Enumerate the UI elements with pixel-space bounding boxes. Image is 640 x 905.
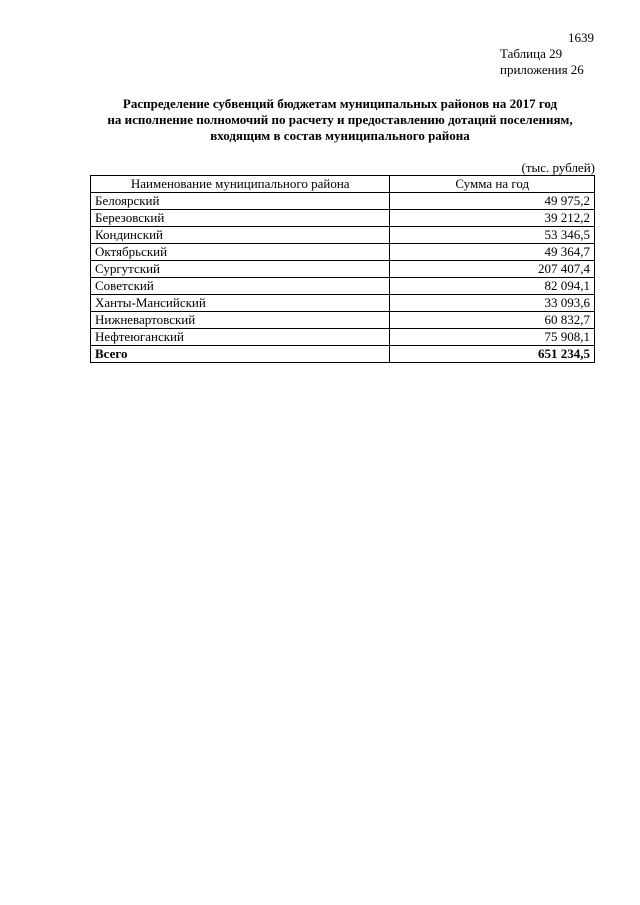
district-name: Белоярский <box>91 193 390 210</box>
table-row <box>91 278 595 295</box>
district-name: Березовский <box>91 210 390 227</box>
table-reference-line-1: Таблица 29 <box>500 46 563 61</box>
district-name: Нефтеюганский <box>91 329 390 346</box>
district-sum: 49 975,2 <box>390 193 595 210</box>
district-sum: 49 364,7 <box>390 244 595 261</box>
district-sum: 33 093,6 <box>390 295 595 312</box>
district-name: Октябрьский <box>91 244 390 261</box>
table-reference <box>500 46 584 78</box>
table-row <box>91 193 595 210</box>
table-row <box>91 227 595 244</box>
header-district-name: Наименование муниципального района <box>91 176 390 193</box>
district-name: Советский <box>91 278 390 295</box>
district-name: Кондинский <box>91 227 390 244</box>
district-name: Ханты-Мансийский <box>91 295 390 312</box>
district-name: Нижневартовский <box>91 312 390 329</box>
district-sum: 82 094,1 <box>390 278 595 295</box>
table-header-row <box>91 176 595 193</box>
table-row <box>91 210 595 227</box>
total-label: Всего <box>91 346 390 363</box>
table-reference-line-2: приложения 26 <box>500 62 584 77</box>
table-row <box>91 244 595 261</box>
header-annual-sum: Сумма на год <box>390 176 595 193</box>
table-total-row <box>91 346 595 363</box>
units-label: (тыс. рублей) <box>521 160 595 175</box>
total-sum: 651 234,5 <box>390 346 595 363</box>
page-number: 1639 <box>568 30 594 45</box>
table-row <box>91 295 595 312</box>
title-line-1: Распределение субвенций бюджетам муниципальных районов на 2017 год <box>122 96 558 111</box>
table-row <box>91 312 595 329</box>
district-sum: 75 908,1 <box>390 329 595 346</box>
title-line-3: входящим в состав муниципального района <box>210 128 470 143</box>
title-line-2: на исполнение полномочий по расчету и предоставлению дотаций поселениям, <box>107 112 573 127</box>
document-title <box>40 96 640 144</box>
table-row <box>91 329 595 346</box>
subvention-table <box>90 175 595 363</box>
district-sum: 53 346,5 <box>390 227 595 244</box>
district-name: Сургутский <box>91 261 390 278</box>
table-row <box>91 261 595 278</box>
district-sum: 60 832,7 <box>390 312 595 329</box>
district-sum: 207 407,4 <box>390 261 595 278</box>
district-sum: 39 212,2 <box>390 210 595 227</box>
